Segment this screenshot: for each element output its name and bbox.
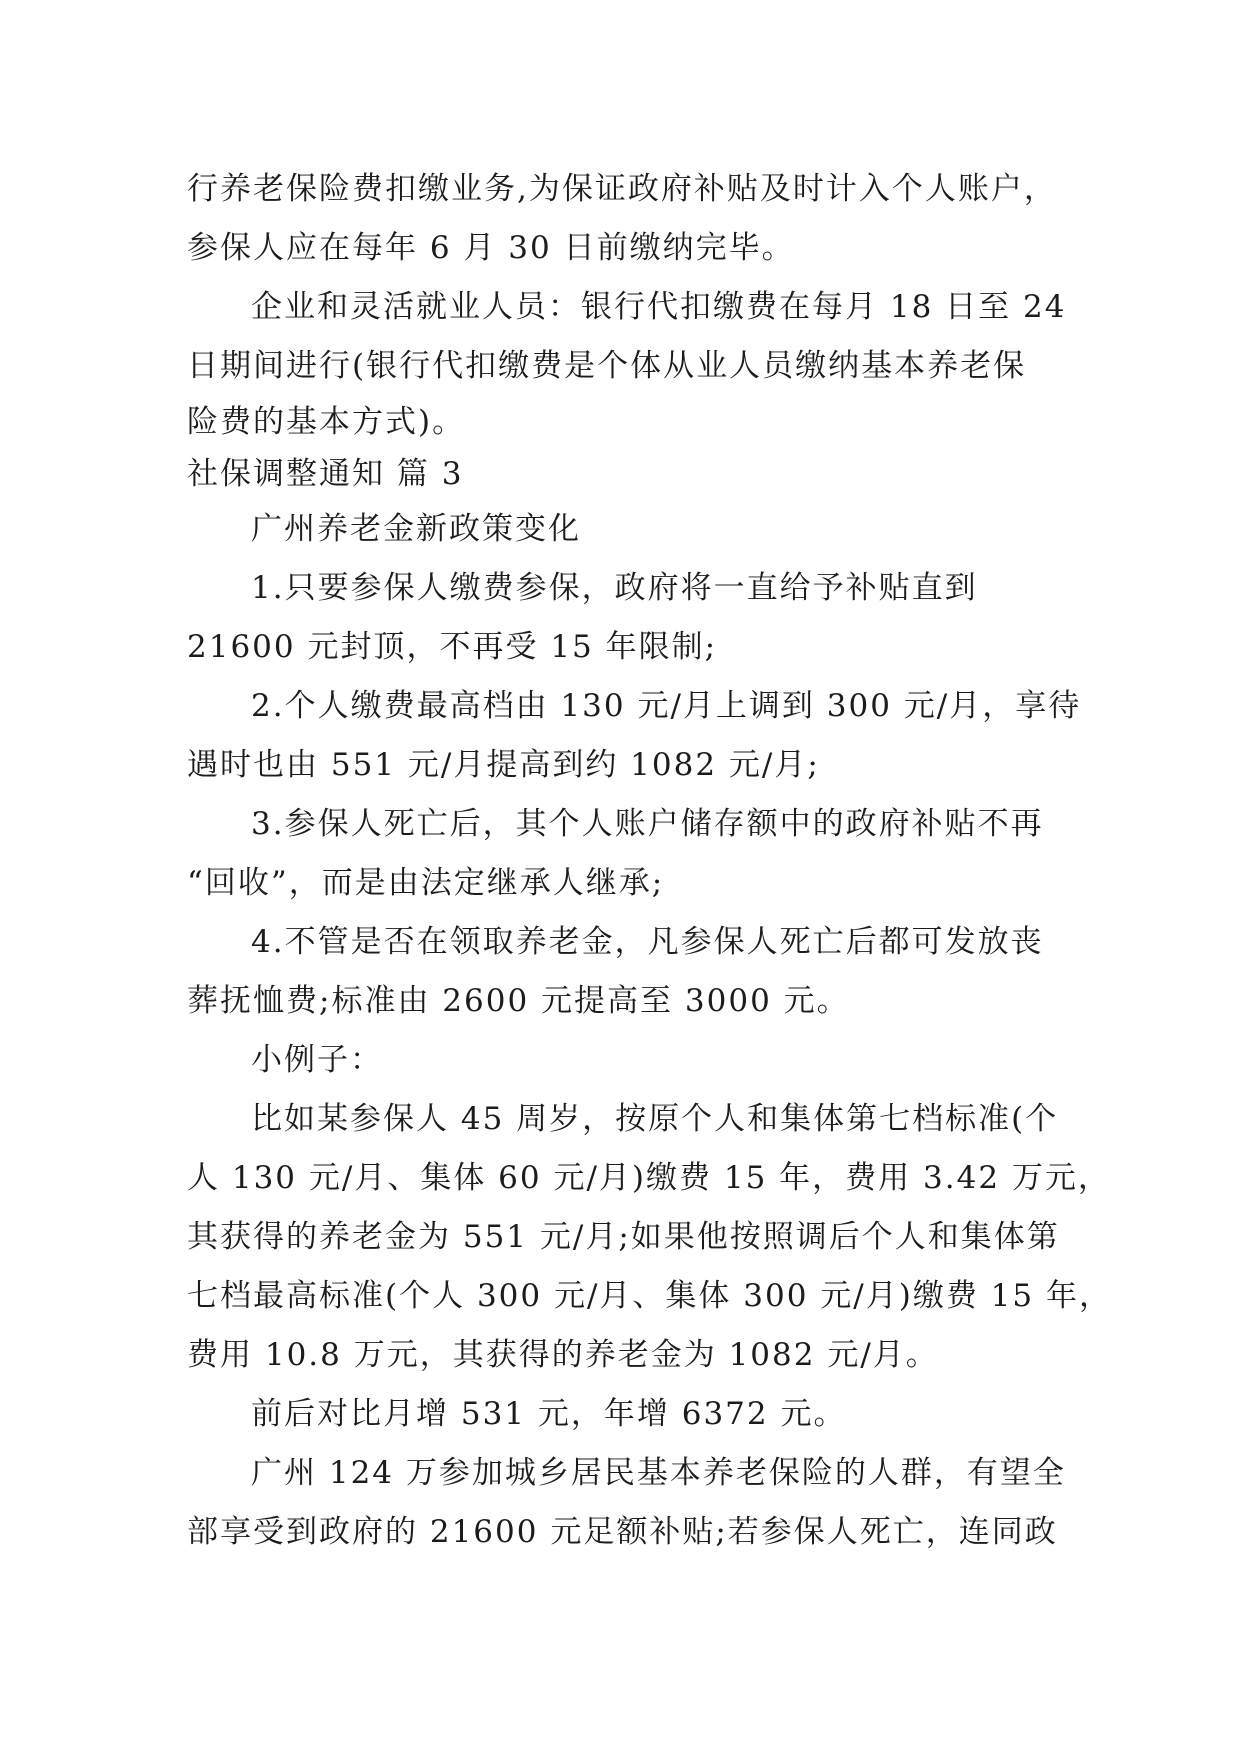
paragraph-start: 小例子： xyxy=(251,1042,383,1078)
list-item: 1.只要参保人缴费参保，政府将一直给予补贴直到 xyxy=(251,570,978,606)
text-line: 其获得的养老金为 551 元/月;如果他按照调后个人和集体第 xyxy=(187,1219,1060,1255)
section-heading: 社保调整通知 篇 3 xyxy=(187,456,464,492)
paragraph-start: 比如某参保人 45 周岁，按原个人和集体第七档标准(个 xyxy=(251,1101,1059,1137)
text-line: 参保人应在每年 6 月 30 日前缴纳完毕。 xyxy=(187,230,795,266)
text-line: 人 130 元/月、集体 60 元/月)缴费 15 年，费用 3.42 万元， xyxy=(187,1160,1111,1196)
text-line: 费用 10.8 万元，其获得的养老金为 1082 元/月。 xyxy=(187,1337,939,1373)
text-line: 险费的基本方式)。 xyxy=(187,404,466,440)
document-body xyxy=(187,160,1112,1562)
text-line: 葬抚恤费;标准由 2600 元提高至 3000 元。 xyxy=(187,983,850,1019)
list-item: 4.不管是否在领取养老金，凡参保人死亡后都可发放丧 xyxy=(251,924,1044,960)
subheading: 广州养老金新政策变化 xyxy=(251,511,581,547)
list-item: 2.个人缴费最高档由 130 元/月上调到 300 元/月，享待 xyxy=(251,688,1082,724)
paragraph-start: 广州 124 万参加城乡居民基本养老保险的人群，有望全 xyxy=(251,1455,1066,1491)
paragraph-start: 前后对比月增 531 元，年增 6372 元。 xyxy=(251,1396,847,1432)
text-line: 部享受到政府的 21600 元足额补贴;若参保人死亡，连同政 xyxy=(187,1514,1058,1550)
text-line: 日期间进行(银行代扣缴费是个体从业人员缴纳基本养老保 xyxy=(187,348,1027,384)
text-line: 行养老保险费扣缴业务,为保证政府补贴及时计入个人账户， xyxy=(187,171,1057,207)
text-line: 遇时也由 551 元/月提高到约 1082 元/月; xyxy=(187,747,820,783)
list-item: 3.参保人死亡后，其个人账户储存额中的政府补贴不再 xyxy=(251,806,1044,842)
paragraph-start: 企业和灵活就业人员：银行代扣缴费在每月 18 日至 24 xyxy=(251,289,1067,325)
text-line: “回收”，而是由法定继承人继承; xyxy=(187,865,665,901)
text-line: 21600 元封顶，不再受 15 年限制; xyxy=(187,629,718,665)
text-line: 七档最高标准(个人 300 元/月、集体 300 元/月)缴费 15 年， xyxy=(187,1278,1112,1314)
